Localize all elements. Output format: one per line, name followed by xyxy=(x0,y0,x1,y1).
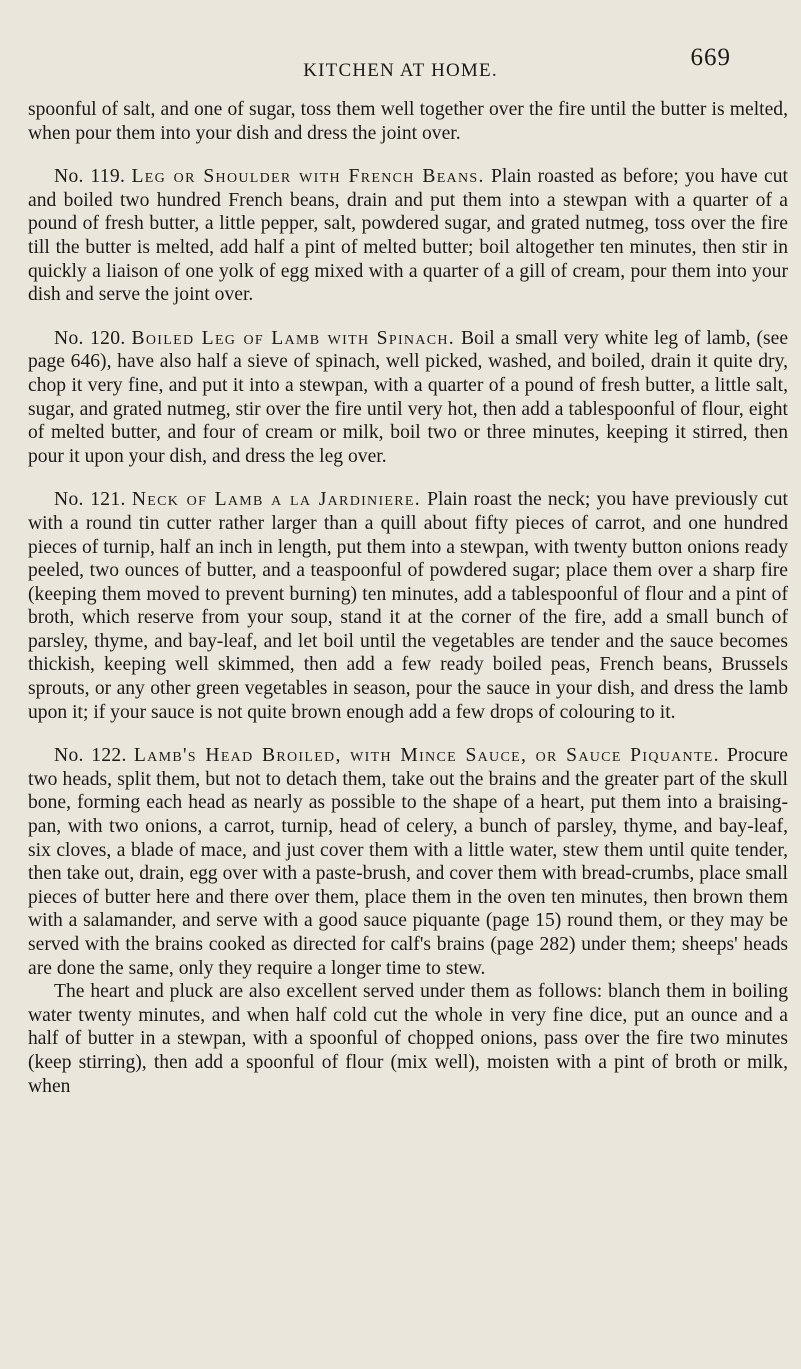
recipe-number: No. 122. xyxy=(54,745,127,767)
recipe-title: Lamb's Head Broiled, with Mince Sauce, or Sauce Piquante. xyxy=(133,745,720,767)
page-number: 669 xyxy=(690,44,731,71)
paragraph-text: spoonful of salt, and one of sugar, toss them well together over the fire until the butter is melted, when pour them into your dish and dress the joint over. xyxy=(28,99,788,144)
paragraph-heart-and-pluck xyxy=(28,980,788,1098)
recipe-title: Neck of Lamb a la Jardiniere. xyxy=(131,489,421,511)
running-head: KITCHEN AT HOME. xyxy=(303,60,498,81)
recipe-120 xyxy=(28,327,788,469)
paragraph-text: The heart and pluck are also excellent served under them as follows: blanch them in boiling water twenty minutes, and when half cold cut the whole in very fine dice, put an ounce and a half of butter in a stewpan, with a spoonful of chopped onions, pass over the fire two minutes (keep stirring), then add a spoonful of flour (mix well), moisten with a pint of broth or milk, when xyxy=(28,981,788,1097)
recipe-122 xyxy=(28,744,788,980)
recipe-text: Boil a small very white leg of lamb, (see page 646), have also half a sieve of spinach, well picked, washed, and boiled, drain it quite dry, chop it very fine, and put it into a stewpan, with a quarter of a pound of fresh butter, a little salt, sugar, and grated nutmeg, stir over the fire until very hot, then add a tablespoonful of flour, eight of melted butter, and four of cream or milk, boil two or three minutes, keeping it stirred, then pour it upon your dish, and dress the leg over. xyxy=(28,327,789,467)
recipe-text: Plain roast the neck; you have previously cut with a round tin cutter rather larger than a quill about fifty pieces of carrot, and one hundred pieces of turnip, half an inch in length, put them into a stewpan, with twenty button onions ready peeled, two ounces of butter, and a teaspoonful of powdered sugar; place them over a sharp fire (keeping them moved to prevent burning) ten minutes, add a tablespoonful of flour and a pint of broth, which reserve from your soup, stand it at the corner of the fire, add a small bunch of parsley, thyme, and bay-leaf, and let boil until the vegetables are tender and the sauce becomes thickish, keeping well skimmed, then add a few ready boiled peas, French beans, Brussels sprouts, or any other green vegetables in season, pour the sauce in your dish, and dress the lamb upon it; if your sauce is not quite brown enough add a few drops of colouring to it. xyxy=(28,489,788,723)
recipe-number: No. 121. xyxy=(54,489,126,511)
page-header xyxy=(0,44,801,84)
recipe-text: Procure two heads, split them, but not to detach them, take out the brains and the greater part of the skull bone, forming each head as nearly as possible to the shape of a heart, put them into a braising-pan, with two onions, a carrot, turnip, head of celery, a bunch of parsley, thyme, and bay-leaf, six cloves, a blade of mace, and just cover them with a little water, stew them until quite tender, then take out, drain, egg over with a paste-brush, and cover them with bread-crumbs, place small pieces of butter here and there over them, place them in the oven ten minutes, then brown them with a salamander, and serve with a good sauce piquante (page 15) round them, or they may be served with the brains cooked as directed for calf's brains (page 282) under them; sheeps' heads are done the same, only they require a longer time to stew. xyxy=(28,745,788,979)
recipe-121 xyxy=(28,488,788,724)
paragraph-continued xyxy=(28,98,788,145)
recipe-119 xyxy=(28,165,788,307)
recipe-number: No. 119. xyxy=(54,166,126,188)
recipe-title: Leg or Shoulder with French Beans. xyxy=(131,166,485,188)
page-body xyxy=(28,98,788,1098)
recipe-number: No. 120. xyxy=(54,327,126,349)
recipe-title: Boiled Leg of Lamb with Spinach. xyxy=(131,327,455,349)
recipe-text: Plain roasted as before; you have cut and boiled two hundred French beans, drain and put them into a stewpan with a quarter of a pound of fresh butter, a little pepper, salt, powdered sugar, and grated nutmeg, toss over the fire till the butter is melted, add half a pint of melted butter; boil altogether ten minutes, then stir in quickly a liaison of one yolk of egg mixed with a quarter of a gill of cream, pour them into your dish and serve the joint over. xyxy=(28,166,788,306)
